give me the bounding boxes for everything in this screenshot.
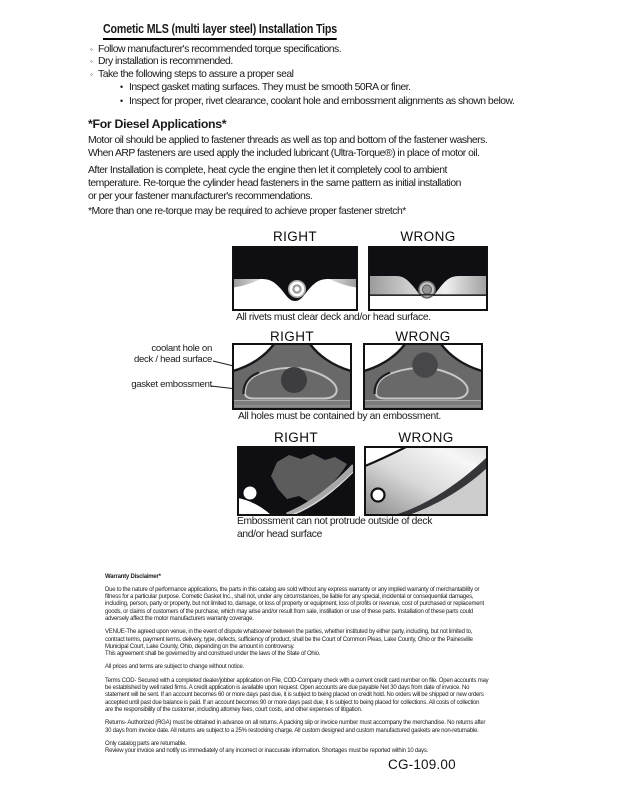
legal-paragraph [105, 629, 488, 658]
text-line: statement will be sent. If an account becomes 60 or more days past due, it is subject to being placed on credit hold. No orders will be shipped or new orders [105, 692, 484, 699]
legal-paragraph [105, 720, 488, 735]
bullet-icon: • [120, 95, 123, 106]
diesel-paragraph-1 [88, 135, 487, 160]
text-line: fitness for a particular purpose. Cometic Gasket Inc., shall not, under any circumstances, be liable for any special, incidental or consequential damages, [105, 594, 474, 601]
list-item [90, 44, 514, 56]
text-line: or per your fastener manufacturer's recommendations. [88, 191, 313, 203]
text-line: Terms COD- Secured with a completed dealer/jobber application on File, COD-Company check with a current credit card number on file. Open accounts may [105, 677, 489, 684]
row1-wrong-header: WRONG [400, 229, 456, 244]
row3-wrong-header: WRONG [398, 430, 454, 445]
diesel-paragraph-2 [88, 164, 461, 204]
text-line: and/or head surface [237, 528, 322, 540]
text-line: coolant hole on [151, 343, 212, 354]
tip-text: Inspect gasket mating surfaces. They must be smooth 50RA or finer. [129, 82, 411, 94]
embossment-wrong-diagram [363, 343, 483, 410]
text-line: Municipal Court, Lake County, Ohio, depending on the amount in controversy. [105, 643, 295, 650]
text-line: All prices and terms are subject to change without notice. [105, 664, 244, 671]
text-line: Review your invoice and notify us immediately of any incorrect or inaccurate information. Shortages must be reported within 10 days. [105, 748, 429, 755]
retorque-note: *More than one re-torque may be required to achieve proper fastener stretch* [88, 206, 406, 217]
row2-caption: All holes must be contained by an embossment. [238, 411, 441, 422]
text-line: including, person, party or property, but not limited to, damage, or loss of property or equipment, loss of profits or revenue, cost of purchased or replacement [105, 601, 484, 608]
rivet-wrong-diagram [368, 246, 488, 311]
text-line: Returns- Authorized (RGA) must be obtained in advance on all returns. A packing slip or invoice number must accompany the merchandise. No returns after [105, 720, 486, 727]
tip-text: Follow manufacturer's recommended torque specifications. [98, 44, 342, 55]
rivet-right-diagram [232, 246, 358, 311]
bolt-hole [244, 487, 257, 500]
warranty-disclaimer-heading: Warranty Disclaimer* [105, 574, 161, 580]
list-item [120, 95, 514, 108]
bullet-icon: • [120, 82, 123, 93]
text-line: goods, or claims of customers of the purchase, which may arise and/or result from sale, instillation or use of these parts. Installation of these parts could [105, 608, 473, 615]
row3-caption [237, 516, 432, 541]
installation-tips-list [90, 44, 514, 108]
protrusion-right-diagram [237, 446, 355, 516]
row2-right-header: RIGHT [270, 329, 314, 344]
text-line: be established by well rated firms. A credit application is available upon request. Open accounts are due payable Net 30 days from date of invoice. No [105, 685, 470, 692]
list-item [90, 69, 514, 81]
text-line: contract terms, payment terms, delivery, type, defects, sufficiency of product, shall be the Court of Common Pleas, Lake County, Ohio or the Painesville [105, 636, 473, 643]
list-item [90, 56, 514, 68]
legal-paragraph [105, 678, 488, 714]
coolant-hole-contained [281, 367, 307, 393]
bullet-icon: ◦ [90, 57, 93, 67]
text-line: Due to the nature of performance applications, the parts in this catalog are sold without any express warranty or any implied warranty of merchantability or [105, 586, 480, 593]
gasket-embossment-callout: gasket embossment [131, 379, 212, 390]
page-title: Cometic MLS (multi layer steel) Installation Tips [103, 21, 337, 40]
text-line: When ARP fasteners are used apply the included lubricant (Ultra-Torque®) in place of motor oil. [88, 147, 480, 159]
protrusion-wrong-diagram [364, 446, 488, 516]
tip-text: Dry installation is recommended. [98, 56, 233, 68]
tip-text: Inspect for proper, rivet clearance, coolant hole and embossment alignments as shown below. [129, 95, 515, 107]
text-line: deck / head surface [133, 354, 212, 366]
legal-paragraph [105, 664, 488, 671]
text-line: accepted until past due balance is paid. If an account becomes 90 or more days past due, it is subject to being placed for collections. All costs of collection [105, 699, 480, 706]
row1-right-header: RIGHT [273, 229, 317, 244]
bullet-icon: ◦ [90, 69, 93, 79]
text-line: temperature. Re-torque the cylinder head fasteners in the same pattern as initial installation [88, 178, 461, 190]
embossment-right-diagram [232, 343, 352, 410]
row3-right-header: RIGHT [274, 430, 318, 445]
text-line: VENUE-The agreed upon venue, in the event of dispute whatsoever between the parties, whether instituted by either party, including, but not limited to, [105, 629, 473, 636]
text-line: Motor oil should be applied to fastener threads as well as top and bottom of the fastener washers. [88, 135, 488, 146]
text-line: Embossment can not protrude outside of deck [237, 516, 433, 527]
text-line: After Installation is complete, heat cycle the engine then let it completely cool to ambient [88, 165, 447, 176]
text-line: are the responsibility of the customer, including attorney fees, court costs, and other expenses of litigation. [105, 706, 363, 713]
legal-paragraph [105, 741, 488, 756]
document-code: CG-109.00 [388, 757, 456, 772]
coolant-hole-uncontained [412, 352, 438, 378]
row1-caption: All rivets must clear deck and/or head surface. [236, 312, 431, 323]
text-line: This agreement shall be governed by and construed under the laws of the State of Ohio. [105, 651, 321, 658]
list-item [120, 81, 514, 94]
legal-paragraph [105, 587, 488, 623]
row2-wrong-header: WRONG [395, 329, 451, 344]
diesel-section-heading: *For Diesel Applications* [88, 117, 227, 131]
bolt-hole [372, 489, 385, 502]
text-line: adversely affect the motor manufacturers warranty coverage. [105, 615, 254, 622]
tip-text: Take the following steps to assure a proper seal [98, 68, 294, 80]
bullet-icon: ◦ [90, 45, 93, 54]
text-line: Only catalog parts are returnable. [105, 740, 187, 747]
legal-fine-print [105, 574, 488, 761]
text-line: 30 days from invoice date. All returns are subject to a 25% restocking charge. All custom designed and custom manufactured gaskets are non-returnable. [105, 727, 479, 734]
